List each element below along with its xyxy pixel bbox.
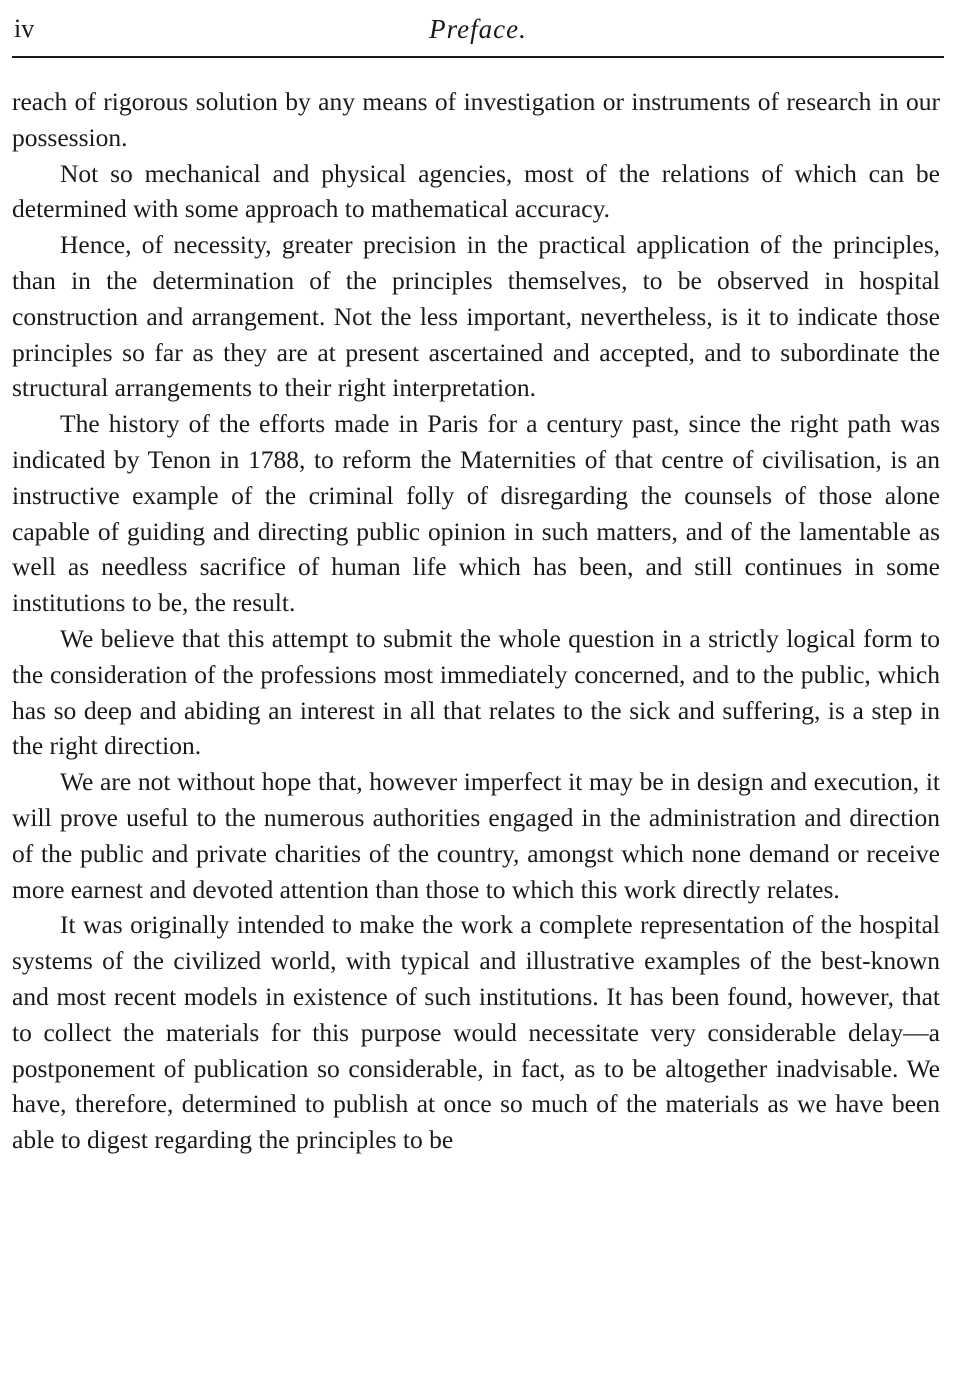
paragraph-paris-history: The history of the efforts made in Paris for a century past, since the right path was indicated by Tenon in 1788, to reform the Maternities of that centre of civilisation, is an instructive example of the criminal folly of disregarding the counsels of those alone capable of guiding and directing public opinion in such matters, and of the lamentable as well as needless sacrifice of human life which has been, and still continues in some institutions to be, the result. [12,409,940,618]
paragraph-precision: Hence, of necessity, greater precision in the practical application of the principles, than in the determination of the principles themselves, to be observed in hospital construction and arrangement. Not the less important, nevertheless, is it to indicate those principles so far as they are at present ascertained and accepted, and to subordinate the structural arrangements to their right interpretation. [12,230,940,403]
page-header [12,8,944,48]
running-title: Preface. [429,14,527,44]
preface-body [12,84,940,1158]
paragraph-hope: We are not without hope that, however imperfect it may be in design and execution, it will prove useful to the numerous authorities engaged in the administration and direction of the public and private charities of the country, amongst which none demand or receive more earnest and devoted attention than those to which this work directly relates. [12,767,940,904]
header-rule [12,56,944,58]
page-number: iv [14,14,35,43]
paragraph-logical-form: We believe that this attempt to submit the whole question in a strictly logical form to the consideration of the professions most immediately concerned, and to the public, which has so deep and abiding an interest in all that relates to the sick and suffering, is a step in the right direction. [12,623,940,761]
paragraph-mechanical-agencies: Not so mechanical and physical agencies, most of the relations of which can be determined with some approach to mathematical accuracy. [12,158,940,224]
paragraph-continued: reach of rigorous solution by any means of investigation or instruments of research in our possession. [12,87,940,152]
paragraph-original-intention: It was originally intended to make the work a complete representation of the hospital systems of the civilized world, with typical and illustrative examples of the best-known and most recent models in existence of such institutions. It has been found, however, that to collect the materials for this purpose would necessitate very considerable delay—a postponement of publication so considerable, in fact, as to be altogether inadvisable. We have, therefore, determined to publish at once so much of the materials as we have been able to digest regarding the principles to be [12,910,940,1155]
